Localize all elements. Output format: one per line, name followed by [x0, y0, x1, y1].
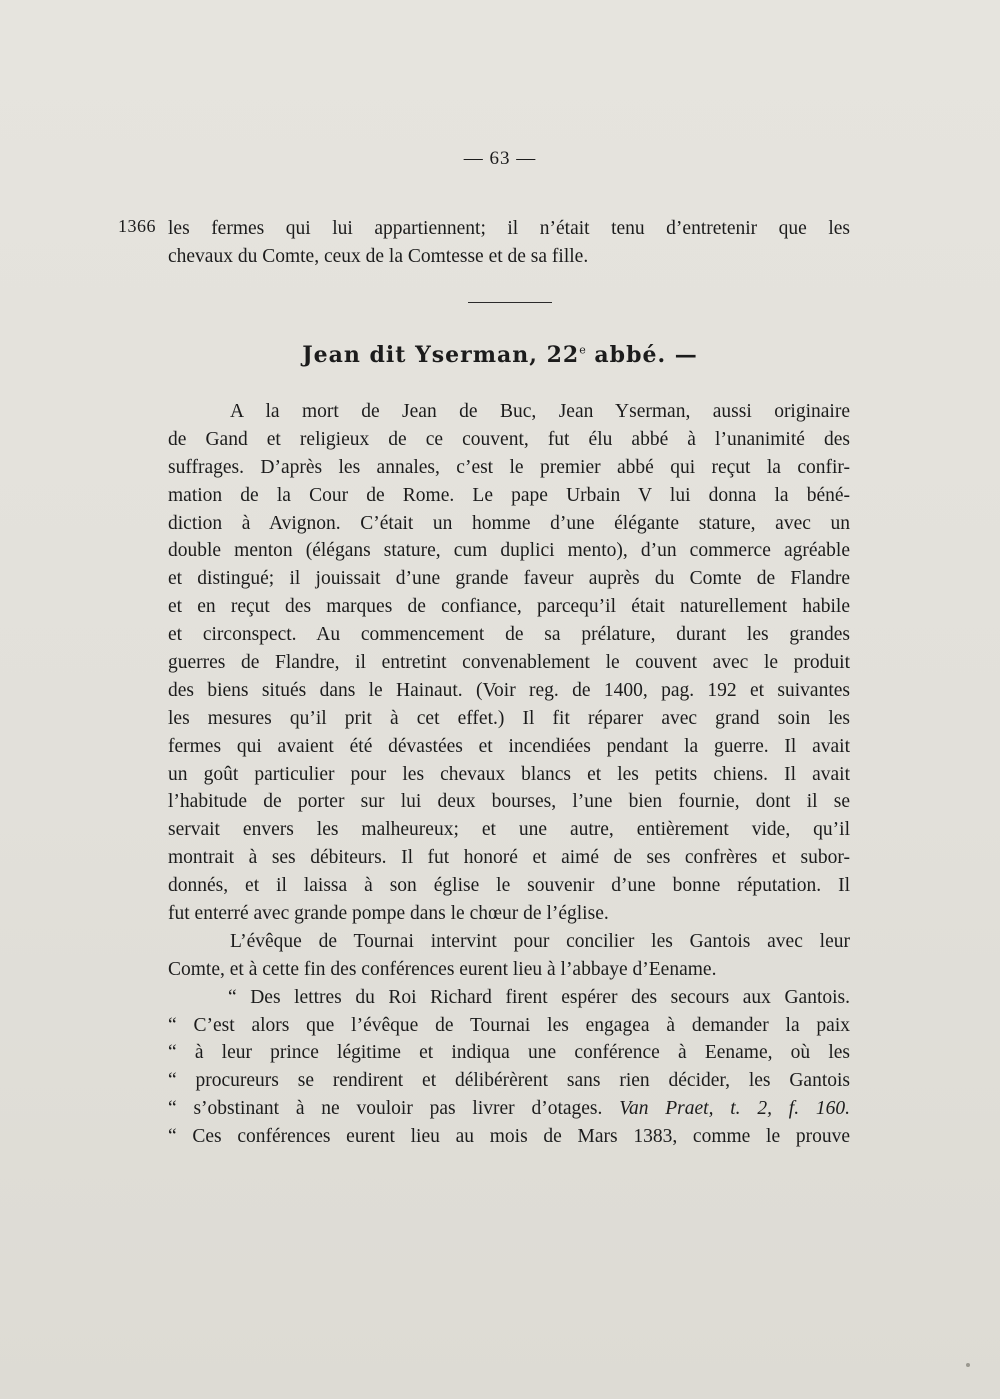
quoted-text: “ s’obstinant à ne vouloir pas livrer d’otages. [168, 1098, 620, 1120]
text-line: et circonspect. Au commencement de sa prélature, durant les grandes [168, 624, 850, 646]
page-number-header: — 63 — [463, 148, 537, 169]
quoted-line-with-citation [168, 1095, 850, 1123]
section-divider [468, 302, 552, 303]
text-line: chevaux du Comte, ceux de la Comtesse et de sa fille. [168, 245, 589, 267]
text-line: de Gand et religieux de ce couvent, fut élu abbé à l’unanimité des [168, 428, 850, 450]
text-line: et distingué; il jouissait d’une grande faveur auprès du Comte de Flandre [168, 568, 850, 590]
text-line: L’évêque de Tournai intervint pour concilier les Gantois avec leur [230, 930, 850, 952]
text-line: les mesures qu’il prit à cet effet.) Il fit réparer avec grand soin les [168, 707, 850, 729]
citation: Van Praet, t. 2, f. 160. [619, 1098, 850, 1120]
text-line: un goût particulier pour les chevaux blancs et les petits chiens. Il avait [168, 763, 850, 785]
text-line: double menton (élégans stature, cum duplici mento), d’un commerce agréable [168, 540, 850, 562]
text-line: suffrages. D’après les annales, c’est le premier abbé qui reçut la confir- [168, 456, 850, 478]
text-line: Comte, et à cette fin des conférences eurent lieu à l’abbaye d’Eename. [168, 958, 717, 980]
text-line: diction à Avignon. C’était un homme d’une élégante stature, avec un [168, 512, 850, 534]
text-line: servait envers les malheureux; et une autre, entièrement vide, qu’il [168, 819, 850, 841]
text-line: les fermes qui lui appartiennent; il n’était tenu d’entretenir que les [168, 218, 850, 239]
text-line: guerres de Flandre, il entretint convenablement le couvent avec le produit [168, 652, 850, 674]
quoted-line: “ Ces conférences eurent lieu au mois de Mars 1383, comme le prouve [168, 1126, 850, 1148]
heading-superscript: e [579, 343, 586, 357]
quoted-line: “ C’est alors que l’évêque de Tournai les engagea à demander la paix [168, 1014, 850, 1036]
text-line: fermes qui avaient été dévastées et incendiées pendant la guerre. Il avait [168, 735, 850, 757]
heading-suffix: abbé. — [585, 342, 698, 368]
quoted-line: “ Des lettres du Roi Richard firent espérer des secours aux Gantois. [228, 986, 850, 1008]
text-line: et en reçut des marques de confiance, parcequ’il était naturellement habile [168, 596, 850, 618]
text-line: A la mort de Jean de Buc, Jean Yserman, aussi originaire [230, 401, 850, 422]
text-line: fut enterré avec grande pompe dans le chœur de l’église. [168, 903, 609, 925]
main-paragraph [168, 398, 850, 1151]
text-line: des biens situés dans le Hainaut. (Voir reg. de 1400, pag. 192 et suivantes [168, 679, 850, 701]
text-line: l’habitude de porter sur lui deux bourses, l’une bien fournie, dont il se [168, 791, 850, 813]
intro-paragraph [168, 215, 850, 271]
text-line: montrait à ses débiteurs. Il fut honoré et aimé de ses confrères et subor- [168, 847, 850, 869]
paper-speck [966, 1363, 970, 1367]
section-heading [0, 342, 1000, 368]
heading-title: Jean dit Yserman, 22 [302, 342, 580, 368]
margin-year-note: 1366 [118, 216, 156, 236]
text-line: mation de la Cour de Rome. Le pape Urbain V lui donna la béné- [168, 484, 850, 506]
quoted-line: “ à leur prince légitime et indiqua une conférence à Eename, où les [168, 1042, 850, 1064]
text-line: donnés, et il laissa à son église le souvenir d’une bonne réputation. Il [168, 875, 850, 897]
quoted-line: “ procureurs se rendirent et délibérèrent sans rien décider, les Gantois [168, 1070, 850, 1092]
